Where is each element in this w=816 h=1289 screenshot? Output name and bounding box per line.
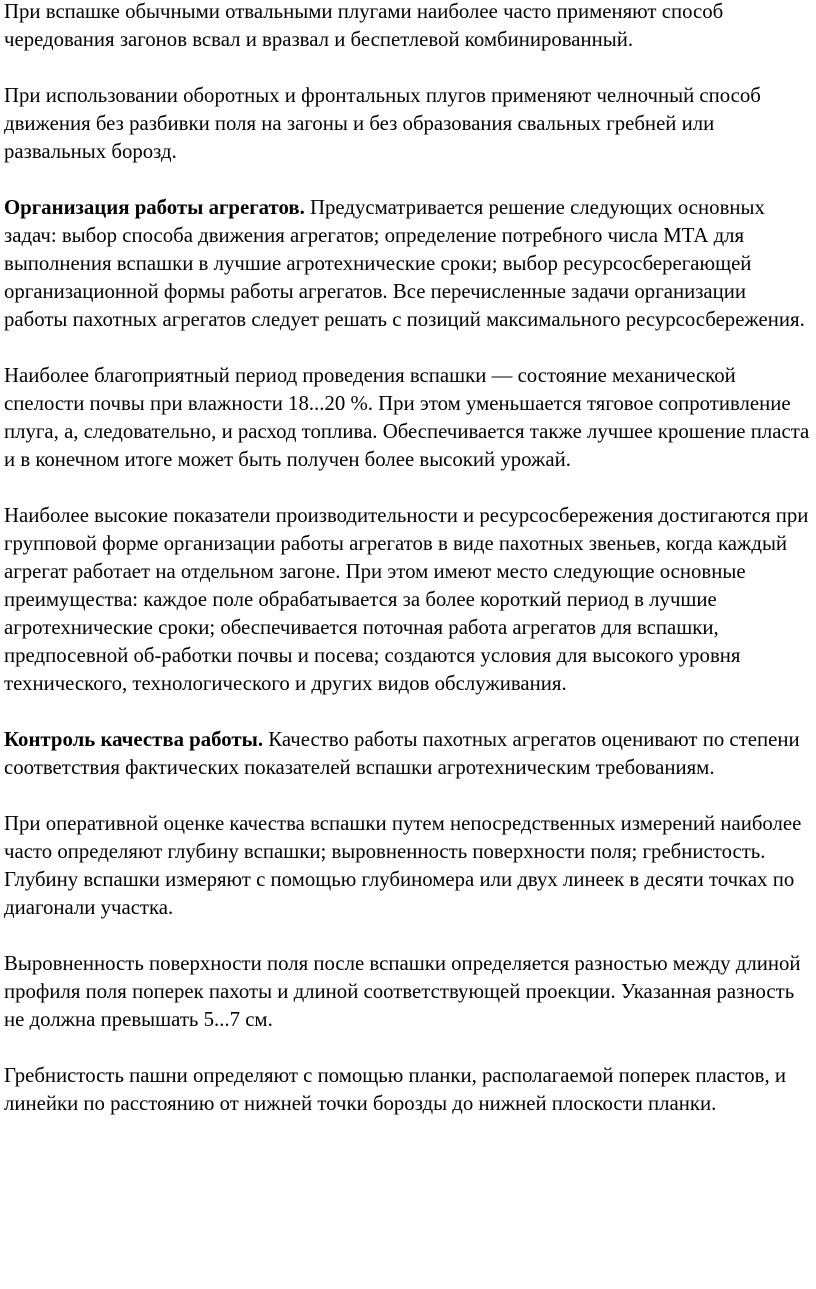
paragraph-4: [4, 362, 810, 474]
paragraph-4-text: Наиболее благоприятный период проведения вспашки — состояние механической спелости почвы при влажности 18...20 %. При этом уменьшается тяговое сопротивление плуга, а, следовательно, и расход топлива. Обеспечивается также лучшее крошение пласта и в конечном итоге может быть получен более высокий урожай.: [4, 364, 810, 471]
paragraph-3: [4, 194, 810, 334]
paragraph-8-text: Выровненность поверхности поля после вспашки определяется разностью между длиной профиля поля поперек пахоты и длиной соответствующей проекции. Указанная разность не должна превышать 5...7 см.: [4, 952, 801, 1031]
paragraph-5: [4, 502, 810, 698]
paragraph-9: [4, 1062, 810, 1118]
paragraph-1-text: При вспашке обычными отвальными плугами наиболее часто применяют способ чередования загонов всвал и вразвал и беспетлевой комбинированный.: [4, 0, 724, 51]
paragraph-7-text: При оперативной оценке качества вспашки путем непосредственных измерений наиболее часто определяют глубину вспашки; выровненность поверхности поля; гребнистость. Глубину вспашки измеряют с помощью глубиномера или двух линеек в десяти точках по диагонали участка.: [4, 812, 802, 919]
paragraph-5-text: Наиболее высокие показатели производительности и ресурсосбережения достигаются при групповой форме организации работы агрегатов в виде пахотных звеньев, когда каждый агрегат работает на отдельном загоне. При этом имеют место следующие основные преимущества: каждое поле обрабатывается за более короткий период в лучшие агротехнические сроки; обеспечивается поточная работа агрегатов для вспашки, предпосевной об-работки почвы и посева; создаются условия для высокого уровня технического, технологического и других видов обслуживания.: [4, 504, 809, 695]
paragraph-2-text: При использовании оборотных и фронтальных плугов применяют челночный способ движения без разбивки поля на загоны и без образования свальных гребней или развальных борозд.: [4, 84, 761, 163]
paragraph-8: [4, 950, 810, 1034]
paragraph-2: [4, 82, 810, 166]
paragraph-9-text: Гребнистость пашни определяют с помощью планки, располагаемой поперек пластов, и линейки по расстоянию от нижней точки борозды до нижней плоскости планки.: [4, 1064, 786, 1115]
paragraph-3-text: Предусматривается решение следующих основных задач: выбор способа движения агрегатов; определение потребного числа МТА для выполнения вспашки в лучшие агротехнические сроки; выбор ресурсосберегающей организационной формы работы агрегатов. Все перечисленные задачи организации работы пахотных агрегатов следует решать с позиций максимального ресурсосбережения.: [4, 196, 805, 331]
section-heading-organization: Организация работы агрегатов.: [4, 196, 305, 219]
paragraph-7: [4, 810, 810, 922]
paragraph-6: [4, 726, 810, 782]
section-heading-quality-control: Контроль качества работы.: [4, 728, 264, 751]
paragraph-6-text: Качество работы пахотных агрегатов оценивают по степени соответствия фактических показателей вспашки агротехническим требованиям.: [4, 728, 800, 779]
paragraph-1: [4, 0, 810, 54]
